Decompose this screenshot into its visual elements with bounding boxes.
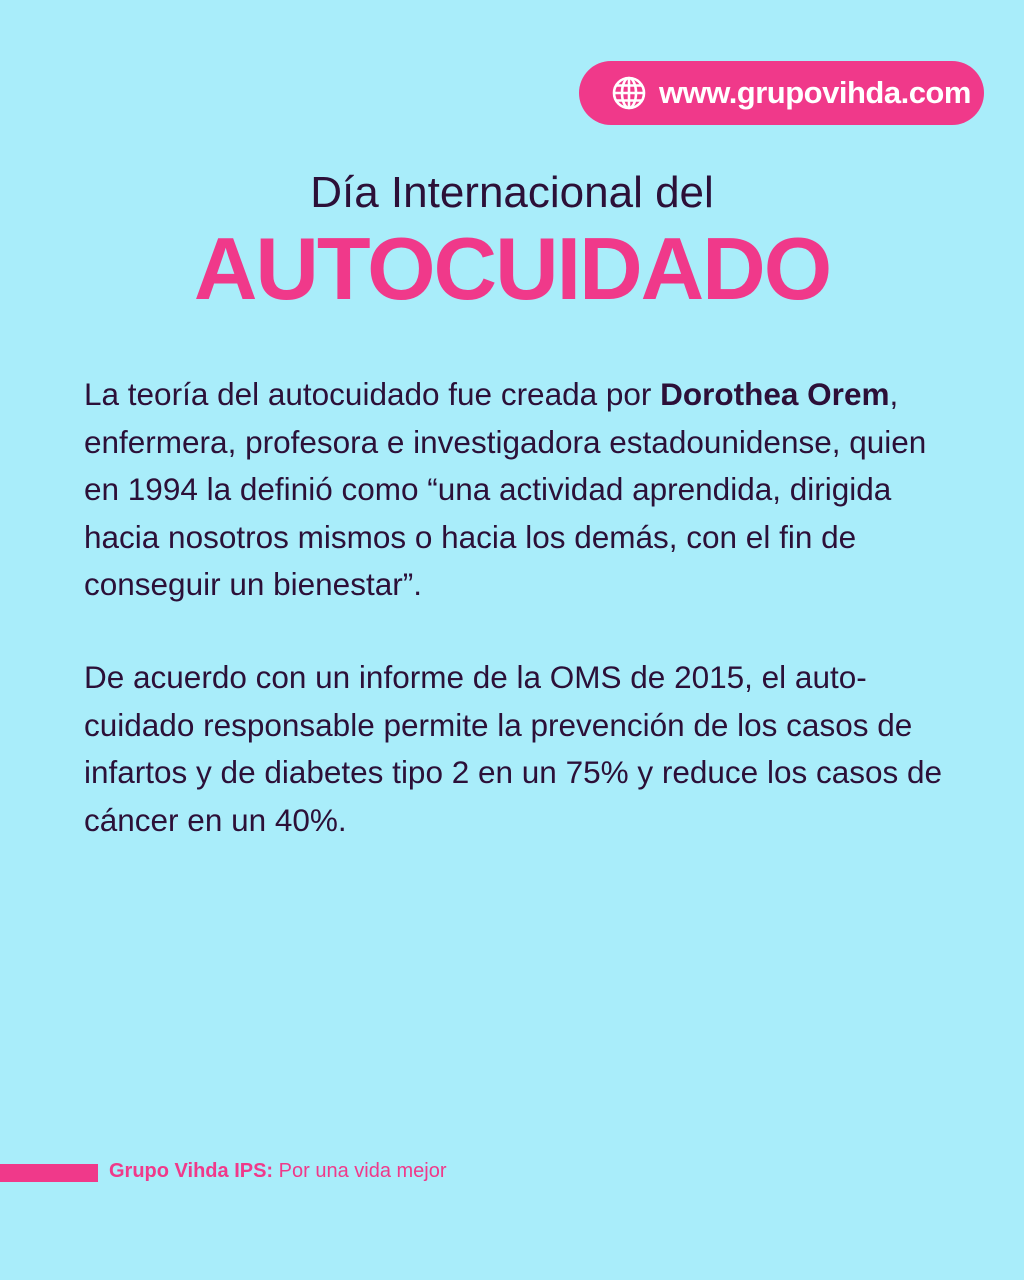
title-subheading: Día Internacional del (310, 168, 714, 217)
author-name: Dorothea Orem (660, 376, 890, 412)
paragraph-rest: , enfermera, profesora e investigadora estadounidense, quien en 1994 la definió como “una actividad aprendida, dirigida hacia nosotros mismos o hacia los demás, con el fin de conseguir un bienestar”. (84, 376, 927, 602)
paragraph-theory (84, 371, 954, 609)
website-url[interactable]: www.grupovihda.com (659, 75, 971, 110)
globe-icon (611, 75, 647, 111)
paragraph-intro: La teoría del autocuidado fue creada por (84, 376, 661, 412)
footer-brand: Grupo Vihda IPS: (109, 1160, 274, 1182)
footer-tagline (109, 1160, 447, 1183)
page-title: AUTOCUIDADO (193, 219, 831, 318)
footer-accent-bar (0, 1164, 98, 1182)
footer-slogan: Por una vida mejor (273, 1160, 447, 1182)
paragraph-oms: De acuerdo con un informe de la OMS de 2015, el auto-cuidado responsable permite la prevención de los casos de infartos y de diabetes tipo 2 en un 75% y reduce los casos de cáncer en un 40%. (84, 659, 943, 838)
website-link[interactable] (579, 61, 984, 125)
